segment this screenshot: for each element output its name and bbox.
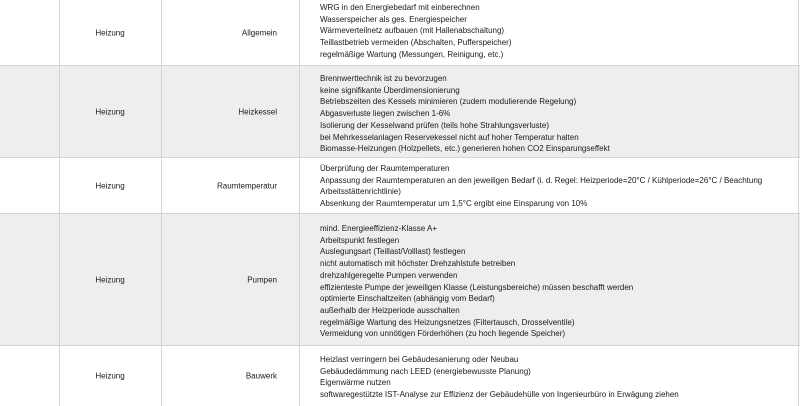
measure-line: Auslegungsart (Teillast/Volllast) festlegen [320, 247, 466, 257]
measures-cell [320, 73, 794, 155]
category-cell: Heizung [95, 107, 125, 116]
measure-line: optimierte Einschaltzeiten (abhängig vom Bedarf) [320, 294, 495, 304]
measure-line: Überprüfung der Raumtemperaturen [320, 164, 450, 173]
category-cell: Heizung [95, 28, 125, 37]
table-row [0, 346, 800, 406]
measure-line: Eigenwärme nutzen [320, 378, 391, 388]
measure-line: Abgasverluste liegen zwischen 1-6% [320, 109, 451, 119]
measure-line: Arbeitspunkt festlegen [320, 235, 400, 245]
measure-line: außerhalb der Heizperiode ausschalten [320, 305, 460, 315]
subcategory-cell: Pumpen [247, 275, 277, 284]
measures-cell [320, 2, 794, 61]
subcategory-cell: Allgemein [241, 28, 277, 37]
measure-line: Absenkung der Raumtemperatur um 1,5°C ergibt eine Einsparung von 10% [320, 199, 588, 209]
measure-line: Teillastbetrieb vermeiden (Abschalten, Pufferspeicher) [320, 38, 512, 48]
measure-line: effizienteste Pumpe der jeweiligen Klasse (Leistungsbereiche) müssen beschafft werden [320, 282, 634, 292]
subcategory-cell: Heizkessel [238, 107, 277, 116]
measure-line: mind. Energieeffizienz-Klasse A+ [320, 224, 438, 233]
table-row [0, 158, 800, 214]
measure-line: WRG in den Energiebedarf mit einberechnen [320, 3, 480, 12]
measure-line: softwaregestützte IST-Analyse zur Effizienz der Gebäudehülle von Ingenieurbüro in Erwägung ziehen [320, 390, 679, 400]
measure-line: Isolierung der Kesselwand prüfen (teils hohe Strahlungsverluste) [320, 120, 550, 130]
measure-line: Betriebszeiten des Kessels minimieren (zudem modulierende Regelung) [320, 97, 577, 107]
measure-line: Gebäudedämmung nach LEED (energiebewusste Planung) [320, 366, 531, 376]
measure-line: Heizlast verringern bei Gebäudesanierung oder Neubau [320, 355, 519, 364]
table-row [0, 66, 800, 158]
measures-cell [320, 223, 794, 340]
measure-line: bei Mehrkesselanlagen Reservekessel nicht auf hoher Temperatur halten [320, 132, 579, 142]
table-row [0, 0, 800, 66]
measures-cell [320, 354, 794, 401]
measure-line: Brennwerttechnik ist zu bevorzugen [320, 74, 447, 83]
measure-line: Wärmeverteilnetz aufbauen (mit Hallenabschaltung) [320, 26, 505, 36]
measure-line: regelmäßige Wartung (Messungen, Reinigung, etc.) [320, 49, 504, 59]
subcategory-cell: Raumtemperatur [216, 181, 277, 190]
measure-line: Wasserspeicher als ges. Energiespeicher [320, 14, 467, 24]
measure-line: Biomasse-Heizungen (Holzpellets, etc.) generieren hohen CO2 Einsparungseffekt [320, 144, 610, 154]
category-cell: Heizung [95, 275, 125, 284]
measures-cell [320, 163, 770, 210]
category-cell: Heizung [95, 371, 125, 381]
measure-line: keine signifikante Überdimensionierung [320, 85, 460, 95]
measure-line: Vermeidung von unnötigen Förderhöhen (zu hoch liegende Speicher) [320, 329, 566, 339]
table-row [0, 214, 800, 346]
category-cell: Heizung [95, 181, 125, 190]
measure-line: drehzahlgeregelte Pumpen verwenden [320, 270, 458, 280]
measure-line: Anpassung der Raumtemperaturen an den jeweiligen Bedarf (i. d. Regel: Heizperiode=20°C / Kühlperiode=26°C / Beachtung Arbeitsstättenrichtlinie) [320, 175, 763, 197]
subcategory-cell: Bauwerk [245, 371, 277, 381]
measure-line: regelmäßige Wartung des Heizungsnetzes (Filtertausch, Drosselventile) [320, 317, 575, 327]
measure-line: nicht automatisch mit höchster Drehzahlstufe betreiben [320, 259, 516, 269]
